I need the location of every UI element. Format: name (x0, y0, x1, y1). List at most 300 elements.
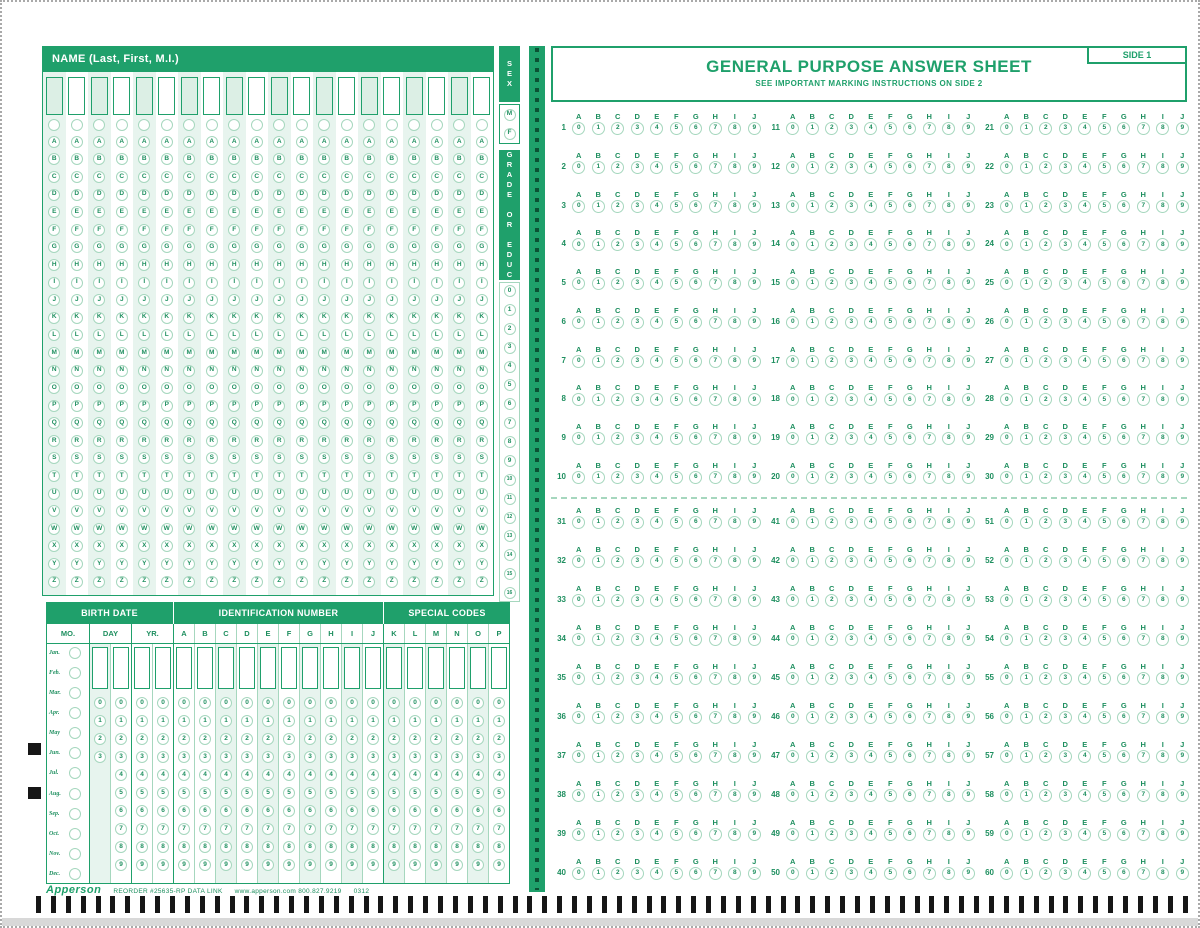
answer-bubble[interactable]: 4 (650, 828, 663, 841)
name-letter-bubble[interactable]: T (363, 470, 375, 482)
answer-bubble[interactable]: 5 (1098, 355, 1111, 368)
answer-bubble[interactable]: 1 (1020, 867, 1033, 880)
answer-bubble[interactable]: 2 (611, 789, 624, 802)
answer-bubble[interactable]: 1 (1020, 828, 1033, 841)
answer-bubble[interactable]: 3 (1059, 161, 1072, 174)
name-letter-bubble[interactable]: B (71, 153, 83, 165)
answer-bubble[interactable]: 0 (572, 594, 585, 607)
name-letter-bubble[interactable]: M (116, 347, 128, 359)
answer-bubble[interactable]: 9 (748, 355, 761, 368)
answer-bubble[interactable]: 8 (942, 200, 955, 213)
name-letter-bubble[interactable]: X (93, 540, 105, 552)
digit-bubble[interactable]: 6 (472, 805, 484, 817)
name-letter-bubble[interactable]: S (408, 452, 420, 464)
name-letter-bubble[interactable]: I (408, 277, 420, 289)
answer-bubble[interactable]: 8 (942, 432, 955, 445)
answer-bubble[interactable]: 3 (845, 122, 858, 135)
digit-bubble[interactable]: 2 (199, 733, 211, 745)
name-letter-bubble[interactable]: M (251, 347, 263, 359)
name-letter-bubble[interactable]: X (206, 540, 218, 552)
name-letter-bubble[interactable]: K (161, 312, 173, 324)
name-letter-bubble[interactable]: N (206, 365, 218, 377)
answer-bubble[interactable]: 7 (709, 432, 722, 445)
name-letter-bubble[interactable]: R (138, 435, 150, 447)
name-letter-bubble[interactable]: S (363, 452, 375, 464)
grade-bubble[interactable]: 12 (504, 512, 516, 524)
name-letter-bubble[interactable]: J (161, 294, 173, 306)
answer-bubble[interactable]: 7 (709, 200, 722, 213)
answer-bubble[interactable]: 2 (1039, 277, 1052, 290)
answer-bubble[interactable]: 2 (825, 672, 838, 685)
answer-bubble[interactable]: 2 (825, 789, 838, 802)
name-letter-bubble[interactable]: U (251, 488, 263, 500)
answer-bubble[interactable]: 7 (923, 355, 936, 368)
name-letter-bubble[interactable]: F (71, 224, 83, 236)
name-letter-bubble[interactable]: B (138, 153, 150, 165)
name-letter-bubble[interactable]: M (296, 347, 308, 359)
answer-bubble[interactable]: 5 (670, 316, 683, 329)
answer-bubble[interactable]: 3 (631, 672, 644, 685)
digit-bubble[interactable]: 7 (262, 823, 274, 835)
digit-bubble[interactable]: 2 (220, 733, 232, 745)
name-letter-bubble[interactable]: H (296, 259, 308, 271)
digit-bubble[interactable]: 9 (472, 859, 484, 871)
answer-bubble[interactable]: 4 (1078, 122, 1091, 135)
answer-bubble[interactable]: 8 (728, 432, 741, 445)
answer-bubble[interactable]: 0 (1000, 633, 1013, 646)
answer-bubble[interactable]: 8 (728, 471, 741, 484)
answer-bubble[interactable]: 1 (1020, 711, 1033, 724)
answer-bubble[interactable]: 7 (709, 277, 722, 290)
answer-bubble[interactable]: 0 (572, 471, 585, 484)
answer-bubble[interactable]: 6 (689, 672, 702, 685)
name-blank-bubble[interactable] (453, 119, 465, 131)
answer-bubble[interactable]: 6 (903, 633, 916, 646)
digit-bubble[interactable]: 1 (94, 715, 106, 727)
answer-bubble[interactable]: 8 (942, 633, 955, 646)
answer-bubble[interactable]: 0 (786, 633, 799, 646)
answer-bubble[interactable]: 8 (1156, 750, 1169, 763)
name-blank-bubble[interactable] (161, 119, 173, 131)
answer-bubble[interactable]: 7 (1137, 516, 1150, 529)
answer-bubble[interactable]: 9 (1176, 161, 1189, 174)
name-letter-bubble[interactable]: C (453, 171, 465, 183)
name-letter-bubble[interactable]: U (71, 488, 83, 500)
answer-bubble[interactable]: 1 (592, 161, 605, 174)
name-letter-bubble[interactable]: B (341, 153, 353, 165)
name-letter-bubble[interactable]: P (363, 400, 375, 412)
name-letter-bubble[interactable]: F (431, 224, 443, 236)
answer-bubble[interactable]: 7 (709, 672, 722, 685)
answer-bubble[interactable]: 0 (1000, 200, 1013, 213)
answer-bubble[interactable]: 9 (1176, 200, 1189, 213)
answer-bubble[interactable]: 9 (1176, 789, 1189, 802)
name-blank-bubble[interactable] (116, 119, 128, 131)
answer-bubble[interactable]: 3 (631, 432, 644, 445)
answer-bubble[interactable]: 2 (611, 594, 624, 607)
name-letter-bubble[interactable]: O (161, 382, 173, 394)
name-letter-bubble[interactable]: N (116, 365, 128, 377)
name-letter-bubble[interactable]: S (296, 452, 308, 464)
digit-bubble[interactable]: 8 (325, 841, 337, 853)
digit-write-in-box[interactable] (323, 647, 339, 689)
name-letter-bubble[interactable]: E (71, 206, 83, 218)
name-letter-bubble[interactable]: B (431, 153, 443, 165)
answer-bubble[interactable]: 7 (923, 471, 936, 484)
digit-bubble[interactable]: 2 (262, 733, 274, 745)
answer-bubble[interactable]: 5 (884, 672, 897, 685)
answer-bubble[interactable]: 1 (806, 516, 819, 529)
name-letter-bubble[interactable]: W (341, 523, 353, 535)
answer-bubble[interactable]: 0 (572, 750, 585, 763)
answer-bubble[interactable]: 5 (670, 393, 683, 406)
digit-bubble[interactable]: 1 (451, 715, 463, 727)
name-letter-bubble[interactable]: Z (161, 576, 173, 588)
answer-bubble[interactable]: 7 (709, 828, 722, 841)
answer-bubble[interactable]: 4 (650, 633, 663, 646)
name-letter-bubble[interactable]: L (116, 329, 128, 341)
name-letter-bubble[interactable]: O (251, 382, 263, 394)
name-letter-bubble[interactable]: U (341, 488, 353, 500)
answer-bubble[interactable]: 5 (884, 161, 897, 174)
name-letter-bubble[interactable]: T (431, 470, 443, 482)
answer-bubble[interactable]: 8 (728, 633, 741, 646)
answer-bubble[interactable]: 7 (709, 471, 722, 484)
name-letter-bubble[interactable]: Z (206, 576, 218, 588)
name-letter-bubble[interactable]: R (251, 435, 263, 447)
name-letter-bubble[interactable]: D (386, 189, 398, 201)
answer-bubble[interactable]: 0 (1000, 711, 1013, 724)
answer-bubble[interactable]: 6 (903, 432, 916, 445)
name-letter-bubble[interactable]: E (363, 206, 375, 218)
answer-bubble[interactable]: 9 (1176, 316, 1189, 329)
month-bubble[interactable] (69, 667, 81, 679)
digit-bubble[interactable]: 9 (220, 859, 232, 871)
name-letter-bubble[interactable]: P (71, 400, 83, 412)
digit-bubble[interactable]: 3 (451, 751, 463, 763)
answer-bubble[interactable]: 9 (962, 277, 975, 290)
answer-bubble[interactable]: 7 (709, 555, 722, 568)
name-letter-bubble[interactable]: S (476, 452, 488, 464)
answer-bubble[interactable]: 2 (1039, 161, 1052, 174)
name-letter-bubble[interactable]: X (251, 540, 263, 552)
answer-bubble[interactable]: 1 (1020, 633, 1033, 646)
digit-bubble[interactable]: 7 (346, 823, 358, 835)
digit-bubble[interactable]: 0 (199, 697, 211, 709)
answer-bubble[interactable]: 3 (631, 238, 644, 251)
digit-bubble[interactable]: 9 (178, 859, 190, 871)
name-letter-bubble[interactable]: J (296, 294, 308, 306)
digit-bubble[interactable]: 0 (409, 697, 421, 709)
answer-bubble[interactable]: 3 (1059, 789, 1072, 802)
digit-bubble[interactable]: 6 (115, 805, 127, 817)
name-letter-bubble[interactable]: A (363, 136, 375, 148)
answer-bubble[interactable]: 0 (572, 867, 585, 880)
answer-bubble[interactable]: 8 (1156, 828, 1169, 841)
answer-bubble[interactable]: 6 (1117, 355, 1130, 368)
name-letter-bubble[interactable]: E (138, 206, 150, 218)
answer-bubble[interactable]: 3 (845, 161, 858, 174)
answer-bubble[interactable]: 5 (884, 711, 897, 724)
name-letter-bubble[interactable]: Q (341, 417, 353, 429)
digit-bubble[interactable]: 0 (367, 697, 379, 709)
name-letter-bubble[interactable]: M (183, 347, 195, 359)
name-letter-bubble[interactable]: N (341, 365, 353, 377)
answer-bubble[interactable]: 6 (689, 432, 702, 445)
digit-write-in-box[interactable] (155, 647, 171, 689)
digit-bubble[interactable]: 7 (199, 823, 211, 835)
answer-bubble[interactable]: 9 (1176, 867, 1189, 880)
answer-bubble[interactable]: 0 (1000, 516, 1013, 529)
digit-bubble[interactable]: 5 (178, 787, 190, 799)
digit-bubble[interactable]: 7 (136, 823, 148, 835)
answer-bubble[interactable]: 1 (592, 828, 605, 841)
answer-bubble[interactable]: 9 (962, 393, 975, 406)
answer-bubble[interactable]: 4 (864, 516, 877, 529)
answer-bubble[interactable]: 2 (1039, 200, 1052, 213)
answer-bubble[interactable]: 7 (1137, 672, 1150, 685)
name-letter-bubble[interactable]: D (296, 189, 308, 201)
digit-write-in-box[interactable] (386, 647, 402, 689)
answer-bubble[interactable]: 5 (1098, 432, 1111, 445)
digit-bubble[interactable]: 5 (409, 787, 421, 799)
answer-bubble[interactable]: 1 (1020, 200, 1033, 213)
name-letter-bubble[interactable]: C (71, 171, 83, 183)
name-letter-bubble[interactable]: Z (71, 576, 83, 588)
name-letter-bubble[interactable]: V (116, 505, 128, 517)
digit-bubble[interactable]: 6 (388, 805, 400, 817)
name-letter-bubble[interactable]: S (273, 452, 285, 464)
name-letter-bubble[interactable]: J (183, 294, 195, 306)
name-letter-bubble[interactable]: S (93, 452, 105, 464)
answer-bubble[interactable]: 6 (689, 633, 702, 646)
answer-bubble[interactable]: 4 (650, 316, 663, 329)
name-letter-bubble[interactable]: Z (296, 576, 308, 588)
answer-bubble[interactable]: 9 (962, 432, 975, 445)
answer-bubble[interactable]: 7 (709, 633, 722, 646)
name-letter-bubble[interactable]: Q (386, 417, 398, 429)
digit-bubble[interactable]: 1 (409, 715, 421, 727)
name-letter-bubble[interactable]: Y (363, 558, 375, 570)
answer-bubble[interactable]: 7 (1137, 238, 1150, 251)
answer-bubble[interactable]: 1 (806, 867, 819, 880)
answer-bubble[interactable]: 8 (942, 789, 955, 802)
name-letter-bubble[interactable]: U (476, 488, 488, 500)
answer-bubble[interactable]: 6 (903, 393, 916, 406)
answer-bubble[interactable]: 7 (1137, 867, 1150, 880)
name-letter-bubble[interactable]: A (71, 136, 83, 148)
digit-bubble[interactable]: 9 (409, 859, 421, 871)
answer-bubble[interactable]: 5 (884, 789, 897, 802)
answer-bubble[interactable]: 7 (923, 867, 936, 880)
name-letter-bubble[interactable]: B (408, 153, 420, 165)
answer-bubble[interactable]: 5 (670, 200, 683, 213)
name-letter-bubble[interactable]: O (431, 382, 443, 394)
name-letter-bubble[interactable]: L (431, 329, 443, 341)
answer-bubble[interactable]: 3 (845, 828, 858, 841)
answer-bubble[interactable]: 6 (903, 555, 916, 568)
name-letter-bubble[interactable]: E (453, 206, 465, 218)
answer-bubble[interactable]: 6 (903, 516, 916, 529)
answer-bubble[interactable]: 0 (572, 316, 585, 329)
answer-bubble[interactable]: 3 (845, 672, 858, 685)
name-letter-bubble[interactable]: G (408, 241, 420, 253)
name-letter-bubble[interactable]: F (476, 224, 488, 236)
digit-bubble[interactable]: 5 (220, 787, 232, 799)
answer-bubble[interactable]: 7 (923, 200, 936, 213)
answer-bubble[interactable]: 7 (923, 789, 936, 802)
digit-bubble[interactable]: 3 (304, 751, 316, 763)
name-letter-bubble[interactable]: H (386, 259, 398, 271)
answer-bubble[interactable]: 9 (962, 161, 975, 174)
name-letter-bubble[interactable]: U (408, 488, 420, 500)
name-letter-bubble[interactable]: N (386, 365, 398, 377)
name-letter-bubble[interactable]: G (318, 241, 330, 253)
digit-bubble[interactable]: 8 (451, 841, 463, 853)
name-letter-bubble[interactable]: I (161, 277, 173, 289)
name-letter-bubble[interactable]: P (206, 400, 218, 412)
answer-bubble[interactable]: 0 (572, 633, 585, 646)
digit-bubble[interactable]: 2 (136, 733, 148, 745)
name-letter-bubble[interactable]: M (138, 347, 150, 359)
answer-bubble[interactable]: 5 (1098, 122, 1111, 135)
name-letter-bubble[interactable]: E (161, 206, 173, 218)
name-letter-bubble[interactable]: I (116, 277, 128, 289)
answer-bubble[interactable]: 4 (864, 238, 877, 251)
name-letter-bubble[interactable]: L (251, 329, 263, 341)
name-letter-bubble[interactable]: C (273, 171, 285, 183)
answer-bubble[interactable]: 5 (1098, 672, 1111, 685)
answer-bubble[interactable]: 9 (748, 750, 761, 763)
name-letter-bubble[interactable]: V (386, 505, 398, 517)
digit-bubble[interactable]: 1 (367, 715, 379, 727)
answer-bubble[interactable]: 3 (631, 516, 644, 529)
name-letter-bubble[interactable]: U (431, 488, 443, 500)
name-letter-bubble[interactable]: T (48, 470, 60, 482)
answer-bubble[interactable]: 5 (884, 432, 897, 445)
answer-bubble[interactable]: 8 (942, 750, 955, 763)
answer-bubble[interactable]: 2 (611, 867, 624, 880)
answer-bubble[interactable]: 9 (1176, 355, 1189, 368)
digit-bubble[interactable]: 9 (241, 859, 253, 871)
month-bubble[interactable] (69, 727, 81, 739)
answer-bubble[interactable]: 4 (864, 432, 877, 445)
digit-bubble[interactable]: 8 (157, 841, 169, 853)
digit-bubble[interactable]: 6 (178, 805, 190, 817)
answer-bubble[interactable]: 4 (864, 471, 877, 484)
name-letter-bubble[interactable]: V (228, 505, 240, 517)
name-letter-bubble[interactable]: K (251, 312, 263, 324)
answer-bubble[interactable]: 9 (748, 789, 761, 802)
grade-bubble[interactable]: 13 (504, 530, 516, 542)
name-letter-bubble[interactable]: M (206, 347, 218, 359)
answer-bubble[interactable]: 5 (884, 633, 897, 646)
digit-bubble[interactable]: 8 (220, 841, 232, 853)
name-letter-bubble[interactable]: O (48, 382, 60, 394)
answer-bubble[interactable]: 0 (786, 828, 799, 841)
name-letter-bubble[interactable]: A (273, 136, 285, 148)
answer-bubble[interactable]: 7 (923, 316, 936, 329)
sex-bubble[interactable]: F (504, 128, 516, 140)
digit-bubble[interactable]: 4 (136, 769, 148, 781)
answer-bubble[interactable]: 5 (1098, 238, 1111, 251)
grade-bubble[interactable]: 16 (504, 587, 516, 599)
answer-bubble[interactable]: 9 (1176, 516, 1189, 529)
name-letter-bubble[interactable]: T (71, 470, 83, 482)
answer-bubble[interactable]: 0 (786, 711, 799, 724)
answer-bubble[interactable]: 2 (825, 471, 838, 484)
digit-bubble[interactable]: 6 (136, 805, 148, 817)
answer-bubble[interactable]: 1 (592, 316, 605, 329)
answer-bubble[interactable]: 6 (689, 161, 702, 174)
answer-bubble[interactable]: 0 (572, 711, 585, 724)
name-letter-bubble[interactable]: N (71, 365, 83, 377)
answer-bubble[interactable]: 7 (709, 393, 722, 406)
digit-bubble[interactable]: 5 (115, 787, 127, 799)
name-letter-bubble[interactable]: E (476, 206, 488, 218)
answer-bubble[interactable]: 1 (806, 355, 819, 368)
answer-bubble[interactable]: 2 (825, 633, 838, 646)
name-letter-bubble[interactable]: L (93, 329, 105, 341)
name-letter-bubble[interactable]: C (431, 171, 443, 183)
answer-bubble[interactable]: 4 (650, 471, 663, 484)
name-letter-bubble[interactable]: Y (161, 558, 173, 570)
answer-bubble[interactable]: 5 (670, 516, 683, 529)
answer-bubble[interactable]: 4 (650, 867, 663, 880)
answer-bubble[interactable]: 0 (786, 867, 799, 880)
name-letter-bubble[interactable]: Z (363, 576, 375, 588)
digit-bubble[interactable]: 1 (220, 715, 232, 727)
answer-bubble[interactable]: 3 (845, 200, 858, 213)
answer-bubble[interactable]: 4 (650, 200, 663, 213)
answer-bubble[interactable]: 4 (650, 711, 663, 724)
answer-bubble[interactable]: 4 (1078, 828, 1091, 841)
digit-bubble[interactable]: 2 (367, 733, 379, 745)
digit-bubble[interactable]: 3 (220, 751, 232, 763)
name-letter-bubble[interactable]: Y (93, 558, 105, 570)
name-letter-bubble[interactable]: C (408, 171, 420, 183)
digit-bubble[interactable]: 3 (388, 751, 400, 763)
digit-bubble[interactable]: 2 (157, 733, 169, 745)
name-letter-bubble[interactable]: F (183, 224, 195, 236)
answer-bubble[interactable]: 5 (670, 672, 683, 685)
answer-bubble[interactable]: 3 (1059, 828, 1072, 841)
name-letter-bubble[interactable]: J (228, 294, 240, 306)
answer-bubble[interactable]: 3 (845, 471, 858, 484)
answer-bubble[interactable]: 8 (1156, 432, 1169, 445)
name-letter-bubble[interactable]: U (318, 488, 330, 500)
answer-bubble[interactable]: 1 (1020, 750, 1033, 763)
digit-bubble[interactable]: 0 (430, 697, 442, 709)
name-letter-bubble[interactable]: O (138, 382, 150, 394)
name-letter-bubble[interactable]: D (48, 189, 60, 201)
grade-bubble[interactable]: 10 (504, 474, 516, 486)
name-letter-bubble[interactable]: D (251, 189, 263, 201)
answer-bubble[interactable]: 3 (845, 432, 858, 445)
answer-bubble[interactable]: 0 (572, 516, 585, 529)
name-letter-bubble[interactable]: S (251, 452, 263, 464)
name-write-in-box[interactable] (226, 77, 243, 115)
answer-bubble[interactable]: 1 (1020, 432, 1033, 445)
answer-bubble[interactable]: 6 (1117, 672, 1130, 685)
answer-bubble[interactable]: 0 (572, 432, 585, 445)
name-letter-bubble[interactable]: B (386, 153, 398, 165)
answer-bubble[interactable]: 4 (1078, 867, 1091, 880)
answer-bubble[interactable]: 7 (1137, 355, 1150, 368)
answer-bubble[interactable]: 1 (1020, 594, 1033, 607)
answer-bubble[interactable]: 2 (825, 750, 838, 763)
digit-bubble[interactable]: 8 (493, 841, 505, 853)
